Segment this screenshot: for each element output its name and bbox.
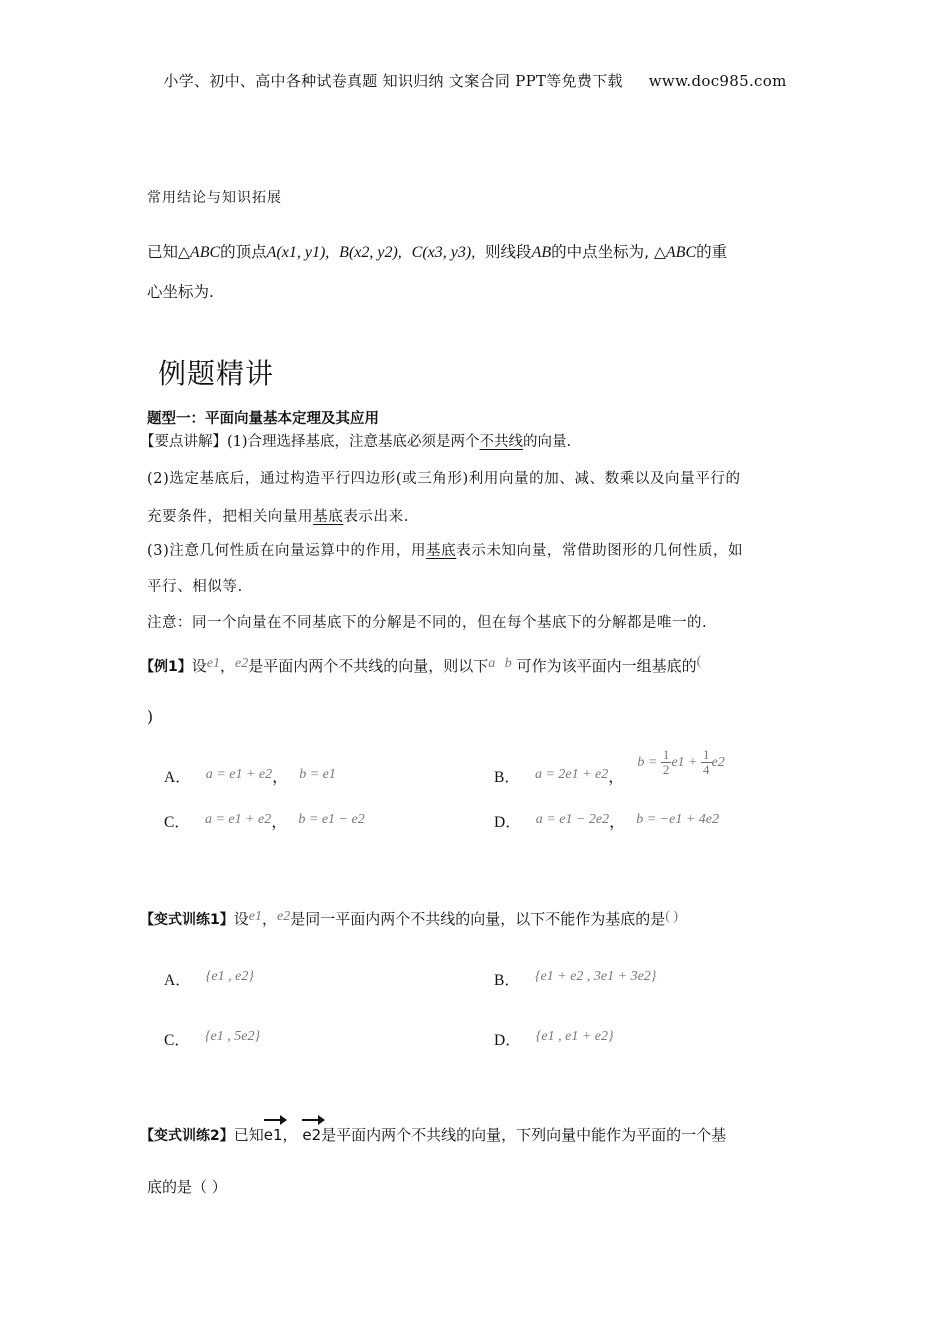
text: 的顶点 <box>220 243 267 261</box>
conclusion-line2: 心坐标为. <box>147 283 214 301</box>
math-e1: e1 <box>248 909 262 924</box>
math-set: {e1 , 5e2} <box>204 1029 261 1044</box>
answer-paren: ( ) <box>665 909 679 924</box>
math-a: a <box>488 656 496 671</box>
type1-note: 注意：同一个向量在不同基底下的分解是不同的，但在每个基底下的分解都是唯一的. <box>147 615 708 631</box>
underlined-term: 不共线 <box>479 434 524 450</box>
type1-point3-line2: 平行、相似等. <box>147 579 243 595</box>
text: ， <box>271 812 288 831</box>
text: 则线段 <box>485 243 532 261</box>
math-expr: a = 2e1 + e2 <box>534 767 609 783</box>
variant1-stem <box>140 910 678 927</box>
underlined-term: 基底 <box>313 509 344 525</box>
underlined-term: 基底 <box>426 543 457 559</box>
math-vector-e1: e1 <box>263 1126 283 1144</box>
example1-option-c[interactable] <box>164 809 365 832</box>
math-expr: b = e1 − e2 <box>298 812 365 827</box>
text: ， <box>261 910 277 928</box>
option-letter: C． <box>164 814 190 831</box>
math-point-a: A <box>266 244 277 261</box>
text: ， <box>608 767 625 787</box>
math-set: {e1 , e2} <box>205 969 254 984</box>
example-label: 【例1】 <box>140 659 192 675</box>
variant2-line2: 底的是（ ） <box>147 1178 227 1196</box>
paren-open: ( <box>696 654 702 669</box>
fraction <box>701 748 712 778</box>
math-vector-e2: e2 <box>302 1126 322 1144</box>
example-label: 【变式训练1】 <box>140 912 234 928</box>
text: 设 <box>233 910 249 928</box>
text: 是平面内两个不共线的向量，则以下 <box>248 657 489 675</box>
math-expr-b <box>637 747 725 778</box>
denominator: 2 <box>662 762 670 778</box>
text: 是同一平面内两个不共线的向量，以下不能作为基底的是 <box>290 910 666 928</box>
example1-option-b[interactable] <box>494 747 725 787</box>
numerator: 1 <box>662 747 670 762</box>
math-e1: e1 <box>206 656 220 671</box>
math-ab: AB <box>531 244 552 261</box>
math-expr: b = e1 <box>299 767 336 782</box>
variant1-option-b[interactable] <box>494 968 656 990</box>
conclusion-title: 常用结论与知识拓展 <box>147 190 282 206</box>
text: (3)注意几何性质在向量运算中的作用，用 <box>147 543 427 559</box>
example1-paren-close: ) <box>147 708 154 726</box>
variant1-option-a[interactable] <box>164 968 254 990</box>
text: 的向量. <box>523 434 572 450</box>
header-text: 小学、初中、高中各种试卷真题 知识归纳 文案合同 PPT等免费下载 <box>163 72 623 90</box>
text: 的重 <box>696 243 728 261</box>
section-title: 例题精讲 <box>158 357 275 390</box>
math-set: {e1 + e2 , 3e1 + 3e2} <box>534 969 657 984</box>
math-e2: e2 <box>235 656 249 671</box>
text: 【要点讲解】(1)合理选择基底，注意基底必须是两个 <box>140 434 480 450</box>
math-coords-b: (x2, y2), <box>348 244 402 261</box>
text: 表示出来. <box>343 509 409 525</box>
example-label: 【变式训练2】 <box>140 1128 234 1144</box>
text: 设 <box>191 657 207 675</box>
text: 已知 <box>233 1126 264 1144</box>
math-coords-c: (x3, y3), <box>422 244 476 261</box>
option-letter: A． <box>164 769 191 786</box>
text: 充要条件，把相关向量用 <box>147 509 314 525</box>
option-letter: B． <box>494 972 520 989</box>
example1-option-d[interactable] <box>494 809 719 832</box>
option-letter: D． <box>494 1032 521 1049</box>
math-e2: e2 <box>277 909 291 924</box>
text: ， <box>282 1126 298 1144</box>
math-expr: a = e1 + e2 <box>205 767 273 782</box>
math-abc: ABC <box>665 244 697 261</box>
text: ， <box>272 767 289 786</box>
variant1-option-c[interactable] <box>164 1028 260 1050</box>
text: 可作为该平面内一组基底的 <box>516 657 697 675</box>
math-part: b = <box>637 755 658 771</box>
variant2-stem <box>140 1128 726 1143</box>
example1-option-a[interactable] <box>164 764 336 787</box>
numerator: 1 <box>703 747 710 762</box>
text: 是平面内两个不共线的向量，下列向量中能作为平面的一个基 <box>321 1126 727 1144</box>
page-header <box>0 70 950 91</box>
math-point-c: C <box>411 244 423 261</box>
math-expr: a = e1 + e2 <box>204 812 272 827</box>
conclusion-line1 <box>147 245 727 261</box>
type1-point2-line1: (2)选定基底后，通过构造平行四边形(或三角形)利用向量的加、减、数乘以及向量平行的 <box>147 471 741 487</box>
math-expr: b = −e1 + 4e2 <box>636 812 720 827</box>
header-site[interactable]: www.doc985.com <box>648 72 787 90</box>
type1-title: 题型一：平面向量基本定理及其应用 <box>147 411 379 427</box>
math-point-b: B <box>339 244 349 261</box>
type1-point2-line2 <box>147 510 409 525</box>
type1-point1 <box>140 435 571 450</box>
option-letter: C． <box>164 1032 190 1049</box>
variant1-option-d[interactable] <box>494 1028 614 1050</box>
text: ， <box>609 812 626 831</box>
example1-stem <box>140 655 701 674</box>
denominator: 4 <box>703 762 710 778</box>
math-expr: a = e1 − 2e2 <box>535 812 610 827</box>
math-set: {e1 , e1 + e2} <box>535 1029 614 1044</box>
option-letter: A． <box>164 972 191 989</box>
fraction <box>661 748 672 778</box>
math-b: b <box>504 656 512 671</box>
math-abc: ABC <box>189 244 221 261</box>
type1-point3-line1 <box>147 544 743 559</box>
text: ， <box>219 657 235 675</box>
math-part: e1 + <box>671 755 698 771</box>
option-letter: D． <box>494 814 521 831</box>
text: 已知△ <box>147 243 190 261</box>
math-part: e2 <box>711 755 725 771</box>
text: 的中点坐标为, △ <box>551 243 666 261</box>
text: 表示未知向量，常借助图形的几何性质，如 <box>456 543 744 559</box>
math-coords-a: (x1, y1), <box>276 244 330 261</box>
option-letter: B． <box>494 769 520 787</box>
